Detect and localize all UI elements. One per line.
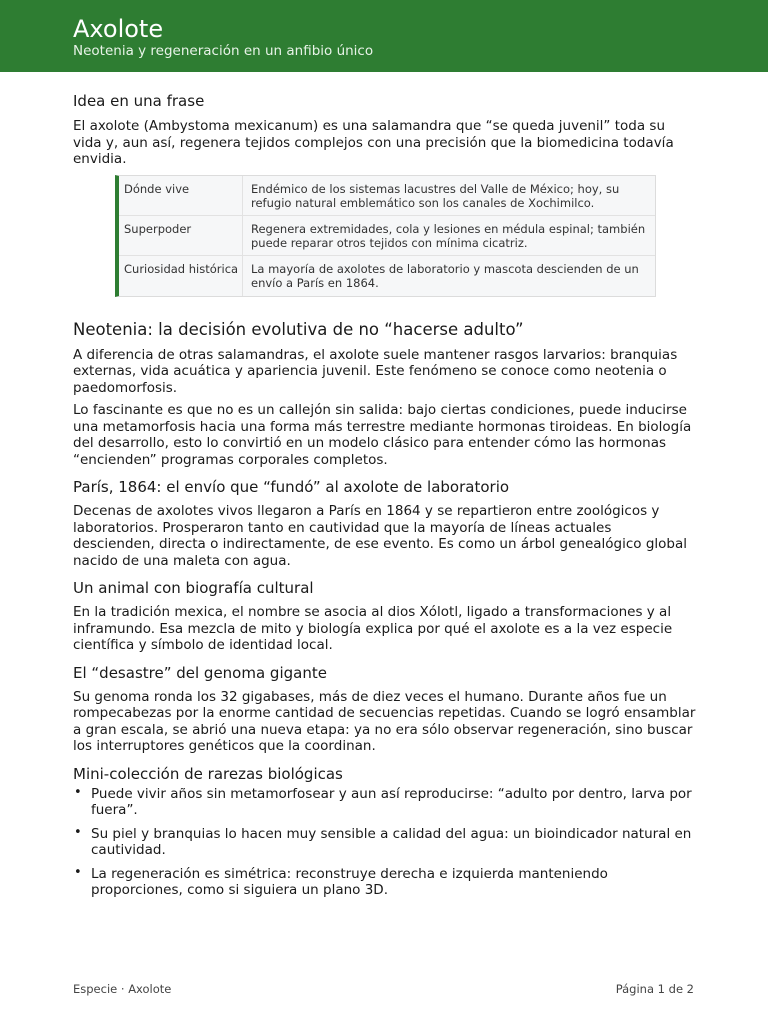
page-subtitle: Neotenia y regeneración en un anfibio único [73,43,374,59]
page-title: Axolote [73,15,164,43]
facts-row [119,176,655,216]
facts-row [119,216,655,256]
list-item-text: Su piel y branquias lo hacen muy sensible a calidad del agua: un bioindicador natural en cautividad. [91,825,692,858]
rarezas-list [73,786,697,899]
fact-value: Regenera extremidades, cola y lesiones en médula espinal; también puede reparar otros tejidos con mínima cicatriz. [251,221,646,250]
bullet-icon: • [74,784,82,800]
facts-table [115,175,656,297]
facts-row [119,256,655,296]
cultura-paragraph: En la tradición mexica, el nombre se asocia al dios Xólotl, ligado a transformaciones y al inframundo. Esa mezcla de mito y biología explica por qué el axolote es a la vez especie científica y símbolo de identidad local. [73,604,673,653]
fact-label: Curiosidad histórica [119,256,243,296]
section-heading-neotenia: Neotenia: la decisión evolutiva de no “hacerse adulto” [73,319,524,339]
footer-page-number: Página 1 de 2 [615,982,694,996]
list-item-text: La regeneración es simétrica: reconstruye derecha e izquierda manteniendo proporciones, como si siguiera un plano 3D. [91,865,608,898]
genoma-paragraph: Su genoma ronda los 32 gigabases, más de diez veces el humano. Durante años fue un rompecabezas por la enorme cantidad de secuencias repetidas. Cuando se logró ensamblar a gran escala, se abrió una nueva etapa: ya no era sólo observar regeneración, sino buscar los interruptores genéticos que la coordinan. [73,688,696,754]
page-header [0,0,768,72]
fact-value: La mayoría de axolotes de laboratorio y mascota descienden de un envío a París en 1864. [251,261,639,290]
list-item [73,786,697,819]
list-item [73,826,697,859]
document-body [73,91,697,899]
bullet-icon: • [74,824,82,840]
footer-species: Especie · Axolote [73,982,172,996]
fact-label: Superpoder [119,216,243,255]
section-heading-genoma: El “desastre” del genoma gigante [73,663,327,682]
neotenia-paragraph-1: A diferencia de otras salamandras, el axolote suele mantener rasgos larvarios: branquias externas, vida acuática y apariencia juvenil. Este fenómeno se conoce como neotenia o paedomorfosis. [73,346,678,396]
section-heading-rarezas: Mini-colección de rarezas biológicas [73,764,343,783]
fact-label: Dónde vive [119,176,243,215]
list-item-text: Puede vivir años sin metamorfosear y aun así reproducirse: “adulto por dentro, larva por fuera”. [91,785,692,818]
neotenia-paragraph-2: Lo fascinante es que no es un callejón sin salida: bajo ciertas condiciones, puede inducirse una metamorfosis hacia una forma más terrestre mediante hormonas tiroideas. En biología del desarrollo, esto lo convirtió en un modelo clásico para entender cómo las hormonas “encienden” programas corporales completos. [73,402,692,468]
section-heading-intro: Idea en una frase [73,92,205,110]
bullet-icon: • [74,864,82,880]
section-heading-paris: París, 1864: el envío que “fundó” al axolote de laboratorio [73,478,510,496]
fact-value: Endémico de los sistemas lacustres del Valle de México; hoy, su refugio natural emblemático son los canales de Xochimilco. [251,181,620,210]
paris-paragraph: Decenas de axolotes vivos llegaron a París en 1864 y se repartieron entre zoológicos y laboratorios. Prosperaron tanto en cautividad que la mayoría de líneas actuales descienden, directa o indirectamente, de ese evento. Es como un árbol genealógico global nacido de una maleta con agua. [73,503,688,569]
section-heading-cultura: Un animal con biografía cultural [73,579,314,597]
intro-paragraph: El axolote (Ambystoma mexicanum) es una salamandra que “se queda juvenil” toda su vida y, aun así, regenera tejidos complejos con una precisión que la biomedicina todavía envidia. [73,118,674,167]
list-item [73,866,697,899]
